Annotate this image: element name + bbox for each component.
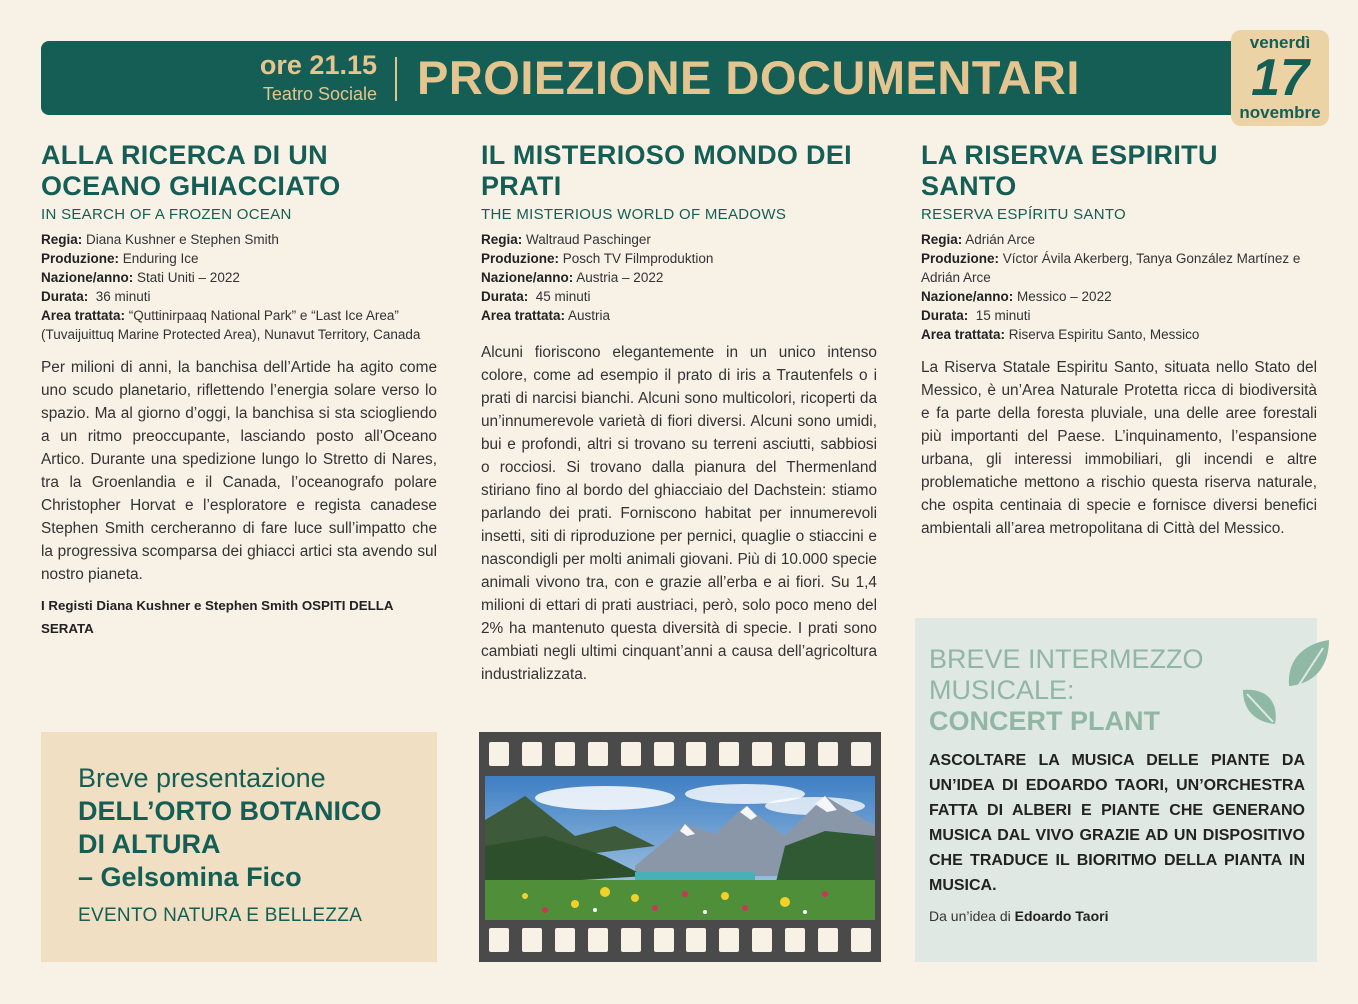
leaf-icon bbox=[1283, 638, 1333, 700]
orto-botanico-box bbox=[41, 732, 437, 962]
date-weekday: venerdì bbox=[1249, 33, 1311, 52]
film-credits: Regia: Waltraud Paschinger Produzione: Posch TV Filmproduktion Nazione/anno: Austria – 2022 Durata: 45 minuti Area trattata: Austria bbox=[481, 232, 714, 323]
film-title: IL MISTERIOSO MONDO DEI PRATI bbox=[481, 140, 852, 201]
date-day: 17 bbox=[1251, 49, 1309, 107]
film-description: Alcuni fioriscono elegantemente in un unico intenso colore, come ad esempio il prato di iris a Trautenfels o i prati di narcisi bianchi. Alcuni sono multicolori, ricoperti da un’innumerevole varietà di fiori diversi. Alcuni sono umidi, bui e profondi, altri si trovano su terreni asciutti, sabbiosi o rocciosi. Si trovano dalla pianura del Thermenland stiriano fino al bordo del ghiacciaio del Dachstein: stiamo parlando dei prati. Forniscono habitat per innumerevoli insetti, siti di riproduzione per pernici, quaglie o stiaccini e nascondigli per molti animali giovani. Più di 10.000 specie animali vivono tra, con e grazie all’erba e ai fiori. Su 1,4 milioni di ettari di prati austriaci, però, solo poco meno del 2% ha mantenuto questa diversità di specie. I prati sono cambiati negli ultimi cinquant’anni a causa dell’agricoltura industrializzata. bbox=[481, 344, 877, 683]
orto-intro: Breve presentazione bbox=[78, 763, 326, 793]
orto-title-2: DI ALTURA bbox=[78, 829, 221, 859]
event-time: ore 21.15 bbox=[259, 50, 377, 80]
leaf-icon bbox=[1241, 686, 1281, 728]
film-credits: Regia: Diana Kushner e Stephen Smith Produzione: Enduring Ice Nazione/anno: Stati Uniti – 2022 Durata: 36 minuti Area trattata: “Quttinirpaaq National Park” e “Last Ice Area” (Tuvaijuittuq Marine Protected Area), Nunavut Territory, Canada bbox=[41, 232, 421, 342]
film-column-3 bbox=[921, 140, 1317, 540]
film-subtitle: RESERVA ESPÍRITU SANTO bbox=[921, 206, 1126, 223]
music-title: BREVE INTERMEZZO MUSICALE: CONCERT PLANT bbox=[929, 644, 1204, 736]
date-month: novembre bbox=[1239, 103, 1321, 122]
date-badge bbox=[1231, 30, 1329, 126]
time-venue bbox=[201, 51, 377, 105]
film-perforations-bottom bbox=[489, 928, 871, 952]
header-divider bbox=[395, 57, 397, 101]
alpine-meadow-photo bbox=[485, 776, 875, 920]
film-title: ALLA RICERCA DI UN OCEANO GHIACCIATO bbox=[41, 140, 341, 201]
film-perforations-top bbox=[489, 742, 871, 766]
header-banner bbox=[41, 41, 1325, 115]
film-column-2 bbox=[481, 140, 877, 686]
orto-title-1: DELL’ORTO BOTANICO bbox=[78, 796, 382, 826]
guest-note: I Registi Diana Kushner e Stephen Smith OSPITI DELLA SERATA bbox=[41, 598, 393, 636]
music-description: ASCOLTARE LA MUSICA DELLE PIANTE DA UN’IDEA DI EDOARDO TAORI, UN’ORCHESTRA FATTA DI ALBERI E PIANTE CHE GENERANO MUSICA DAL VIVO GRAZIE AD UN DISPOSITIVO CHE TRADUCE IL BIORITMO DELLA PIANTA IN MUSICA. bbox=[929, 752, 1305, 894]
film-credits: Regia: Adrián Arce Produzione: Víctor Ávila Akerberg, Tanya González Martínez e Adrián Arce Nazione/anno: Messico – 2022 Durata: 15 minuti Area trattata: Riserva Espiritu Santo, Messico bbox=[921, 232, 1301, 342]
orto-speaker: – Gelsomina Fico bbox=[78, 862, 302, 892]
film-column-1 bbox=[41, 140, 437, 640]
film-strip-image bbox=[479, 732, 881, 962]
film-description: La Riserva Statale Espiritu Santo, situata nello Stato del Messico, è un’Area Naturale Protetta ricca di biodiversità e fa parte della foresta pluviale, una delle aree forestali più importanti del Paese. L’inquinamento, l’espansione urbana, gli interessi immobiliari, gli incendi e altre problematiche mettono a rischio questa riserva naturale, che ospita centinaia di specie e fornisce diversi benefici ambientali all’area metropolitana di Città del Messico. bbox=[921, 359, 1317, 537]
film-title: LA RISERVA ESPIRITU SANTO bbox=[921, 140, 1218, 201]
film-description: Per milioni di anni, la banchisa dell’Artide ha agito come uno scudo planetario, riflettendo l’energia solare verso lo spazio. Ma al giorno d’oggi, la banchisa si sta sciogliendo a un ritmo preoccupante, lasciando posto all’Oceano Artico. Durante una spedizione lungo lo Stretto di Nares, tra la Groenlandia e il Canada, l’oceanografo polare Christopher Horvat e l’esploratore e regista canadese Stephen Smith cercheranno di fare luce sull’impatto che la progressiva scomparsa dei ghiacci artici sta avendo sul nostro pianeta. bbox=[41, 359, 437, 583]
page-title: PROIEZIONE DOCUMENTARI bbox=[417, 51, 1080, 104]
music-interlude-box bbox=[915, 618, 1317, 962]
music-credit: Da un’idea di Edoardo Taori bbox=[929, 908, 1109, 924]
film-subtitle: THE MISTERIOUS WORLD OF MEADOWS bbox=[481, 206, 787, 223]
event-venue: Teatro Sociale bbox=[262, 84, 377, 104]
orto-tagline: EVENTO NATURA E BELLEZZA bbox=[78, 905, 363, 926]
film-subtitle: IN SEARCH OF A FROZEN OCEAN bbox=[41, 206, 292, 223]
